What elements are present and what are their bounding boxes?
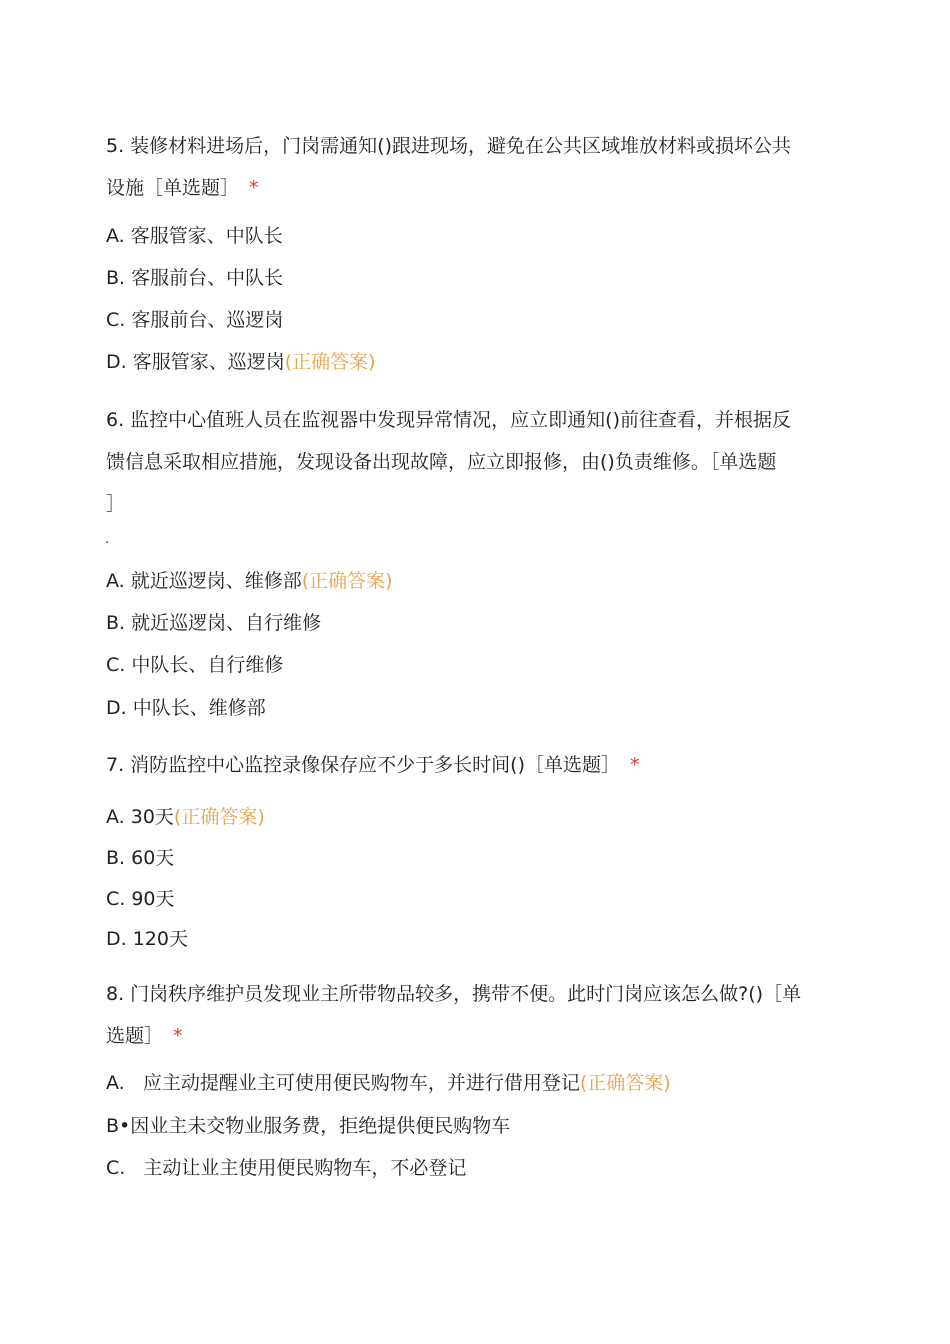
option-5c-label: C. 客服前台、巡逻岗 [106,309,284,331]
required-asterisk: * [249,177,259,199]
question-5-text-line-2 [106,176,259,200]
question-8-text-line-1: 8. 门岗秩序维护员发现业主所带物品较多，携带不便。此时门岗应该怎么做?()［单 [106,983,802,1005]
option-7c [106,887,175,911]
question-7-text-line-1 [106,753,640,777]
option-5d [106,350,376,374]
option-8c [106,1156,466,1180]
question-6-text-line-3: ］ [106,493,126,515]
required-asterisk: * [630,754,640,776]
required-asterisk: * [173,1025,183,1047]
option-7a [106,805,265,829]
option-7c-label: C. 90天 [106,888,175,910]
option-8a-label: A. 应主动提醒业主可使用便民购物车，并进行借用登记 [106,1072,580,1094]
question-5-text-line-1: 5. 装修材料进场后，门岗需通知()跟进现场，避免在公共区域堆放材料或损坏公共 [106,135,791,157]
option-6c [106,653,283,677]
question-8-text-line-2 [106,1024,183,1048]
question-6-text-line-1: 6. 监控中心值班人员在监视器中发现异常情况，应立即通知()前往查看，并根据反 [106,409,791,431]
question-5-text-line-2-label: 设施［单选题］ [106,177,240,199]
option-7d-label: D. 120天 [106,928,188,950]
option-8c-label: C. 主动让业主使用便民购物车，不必登记 [106,1157,467,1179]
option-7d [106,927,188,951]
option-6c-label: C. 中队长、自行维修 [106,654,284,676]
option-7a-label: A. 30天 [106,806,174,828]
option-8a [106,1071,671,1095]
option-6b [106,611,321,635]
option-7b [106,846,174,870]
option-5a [106,224,283,248]
option-5a-label: A. 客服管家、中队长 [106,225,283,247]
option-5d-answer-mark: (正确答案) [284,351,376,373]
question-8-text-line-2-label: 选题］ [106,1025,164,1047]
option-7b-label: B. 60天 [106,847,175,869]
option-6d [106,696,266,720]
question-6-text-line-2: 馈信息采取相应措施，发现设备出现故障，应立即报修，由()负责维修。［单选题 [106,451,777,473]
stray-dot [106,541,108,543]
option-8b-label: B•因业主未交物业服务费，拒绝提供便民购物车 [106,1115,511,1137]
option-8b [106,1114,510,1138]
option-6a-answer-mark: (正确答案) [301,570,393,592]
option-6a-label: A. 就近巡逻岗、维修部 [106,570,302,592]
option-5b-label: B. 客服前台、中队长 [106,267,284,289]
option-6b-label: B. 就近巡逻岗、自行维修 [106,612,322,634]
option-8a-answer-mark: (正确答案) [579,1072,671,1094]
option-6a [106,569,393,593]
option-5d-label: D. 客服管家、巡逻岗 [106,351,285,373]
option-7a-answer-mark: (正确答案) [173,806,265,828]
option-5c [106,308,283,332]
option-5b [106,266,283,290]
question-7-text-line-1-label: 7. 消防监控中心监控录像保存应不少于多长时间()［单选题］ [106,754,620,776]
option-6d-label: D. 中队长、维修部 [106,697,266,719]
